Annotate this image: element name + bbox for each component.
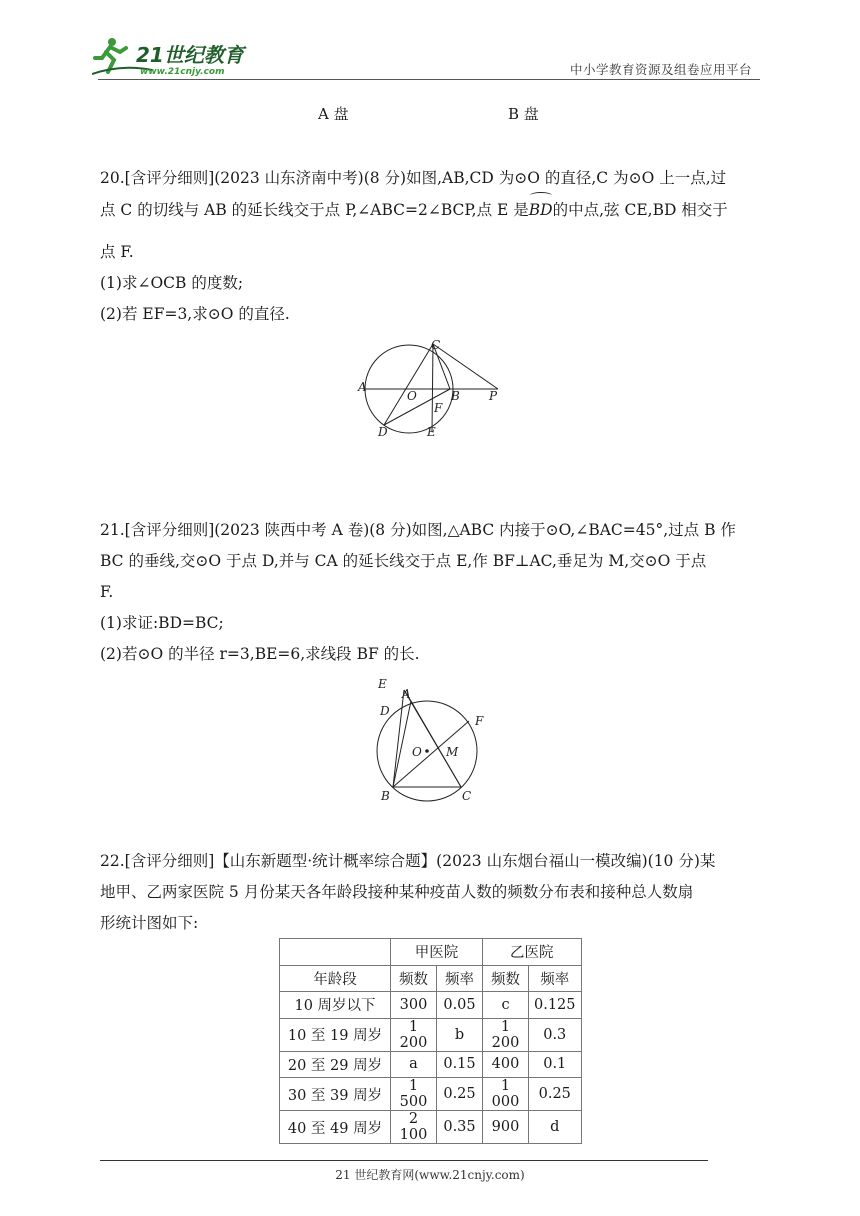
- question-22: [100, 846, 765, 939]
- arc-bd: BD: [529, 194, 553, 227]
- q21-sub-1: (1)求证:BD=BC;: [100, 614, 224, 632]
- q21-sub-2: (2)若⊙O 的半径 r=3,BE=6,求线段 BF 的长.: [100, 645, 420, 663]
- q22-line-3: 形统计图如下:: [100, 914, 199, 932]
- age-header: 年龄段: [280, 965, 391, 992]
- b-rate-header: 频率: [529, 965, 582, 992]
- hospital-a-header: 甲医院: [391, 939, 483, 966]
- question-21: [100, 515, 765, 670]
- footer-text: 21 世纪教育网(www.21cnjy.com): [335, 1168, 525, 1182]
- q20-line-2: 点 C 的切线与 AB 的延长线交于点 P,∠ABC=2∠BCP,点 E 是BD的中点,弦 CE,BD 相交于: [100, 194, 765, 227]
- table-row: 10 至 19 周岁 1 200 b 1 200 0.3: [280, 1018, 582, 1051]
- table-row: 10 周岁以下 300 0.05 c 0.125: [280, 992, 582, 1019]
- q20-line-1: 20.[含评分细则](2023 山东济南中考)(8 分)如图,AB,CD 为⊙O 的直径,C 为⊙O 上一点,过: [100, 169, 727, 187]
- a-freq-header: 频数: [391, 965, 437, 992]
- table-corner-cell: [280, 939, 391, 966]
- footer-divider: [100, 1160, 708, 1161]
- q20-sub-1: (1)求∠OCB 的度数;: [100, 274, 244, 292]
- label-d: D: [380, 704, 390, 718]
- q20-figure: [355, 336, 515, 444]
- disc-a-label: A 盘: [318, 105, 349, 123]
- label-c: C: [462, 789, 472, 803]
- table-header-row: [280, 939, 582, 966]
- label-o: O: [407, 389, 417, 403]
- q21-line-1: 21.[含评分细则](2023 陕西中考 A 卷)(8 分)如图,△ABC 内接于⊙O,∠BAC=45°,过点 B 作: [100, 521, 736, 539]
- q22-line-1: 22.[含评分细则]【山东新题型·统计概率综合题】(2023 山东烟台福山一模改编)(10 分)某: [100, 852, 716, 870]
- question-20: [100, 163, 765, 330]
- hospital-b-header: 乙医院: [483, 939, 582, 966]
- q21-line-3: F.: [100, 583, 114, 601]
- label-e: E: [427, 425, 436, 439]
- b-freq-header: 频数: [483, 965, 529, 992]
- label-c: C: [431, 338, 441, 352]
- label-d: D: [378, 425, 388, 439]
- label-b: B: [381, 789, 390, 803]
- site-logo: [92, 34, 262, 80]
- header-divider: [98, 79, 760, 80]
- table-row: 30 至 39 周岁 1 500 0.25 1 000 0.25: [280, 1078, 582, 1111]
- label-e: E: [378, 677, 387, 691]
- q20-line-3: 点 F.: [100, 243, 134, 261]
- disc-b-label: B 盘: [508, 105, 539, 123]
- table-row: 20 至 29 周岁 a 0.15 400 0.1: [280, 1051, 582, 1078]
- logo-text: 21世纪教育: [136, 43, 244, 67]
- label-o: O: [412, 745, 422, 759]
- logo-url-text: www.21cnjy.com: [140, 67, 225, 77]
- label-m: M: [446, 745, 459, 759]
- q20-sub-2: (2)若 EF=3,求⊙O 的直径.: [100, 305, 290, 323]
- label-f: F: [475, 714, 484, 728]
- label-a: A: [402, 687, 411, 701]
- q21-figure: [370, 674, 490, 806]
- table-row: 40 至 49 周岁 2 100 0.35 900 d: [280, 1111, 582, 1144]
- q22-line-2: 地甲、乙两家医院 5 月份某天各年龄段接种某种疫苗人数的频数分布表和接种总人数扇: [100, 883, 694, 901]
- a-rate-header: 频率: [437, 965, 483, 992]
- label-b: B: [451, 389, 460, 403]
- header-platform-text: 中小学教育资源及组卷应用平台: [570, 62, 753, 77]
- label-f: F: [434, 401, 443, 415]
- label-p: P: [489, 389, 498, 403]
- table-subheader-row: [280, 965, 582, 992]
- label-a: A: [358, 380, 367, 394]
- frequency-table: [279, 938, 582, 1144]
- q21-line-2: BC 的垂线,交⊙O 于点 D,并与 CA 的延长线交于点 E,作 BF⊥AC,垂足为 M,交⊙O 于点: [100, 552, 707, 570]
